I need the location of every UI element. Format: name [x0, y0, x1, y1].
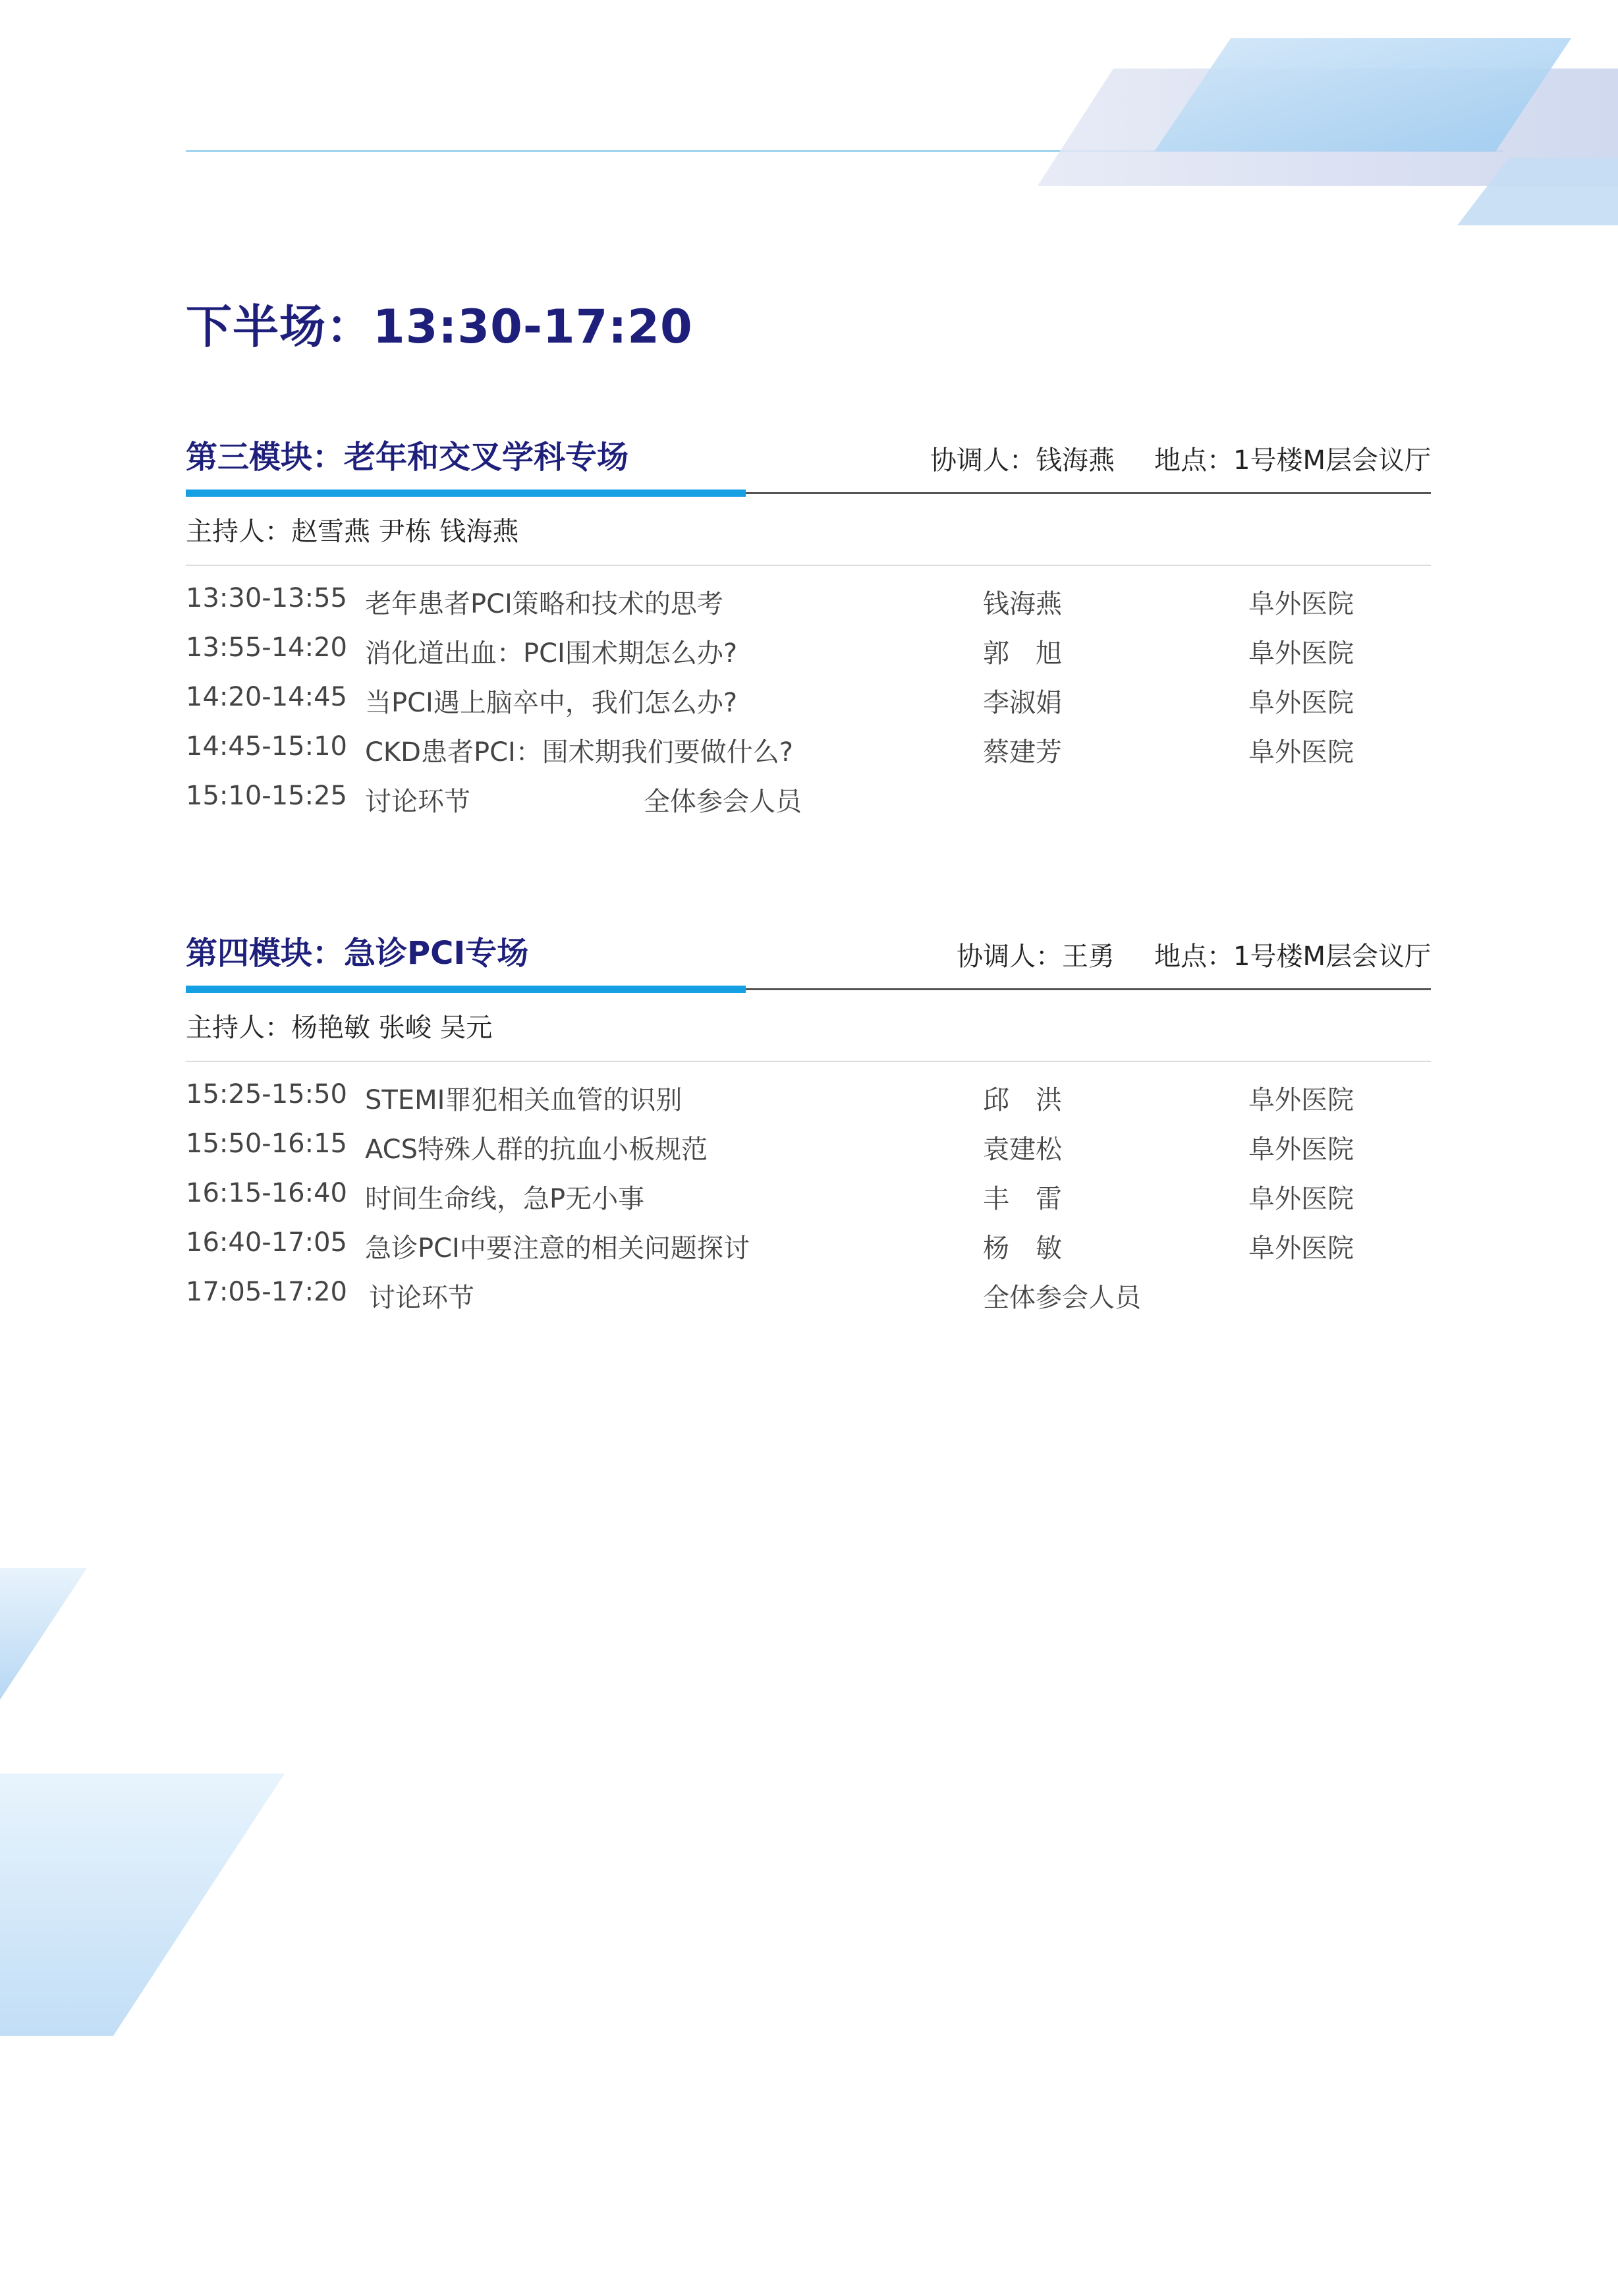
coordinator: 协调人：钱海燕	[930, 445, 1115, 476]
row-time: 13:30-13:55	[186, 583, 347, 613]
module-title: 第三模块：老年和交叉学科专场	[186, 439, 629, 476]
deco-shape-5	[0, 1774, 285, 2036]
header-rule	[186, 150, 1503, 152]
row-organization: 阜外医院	[1248, 737, 1354, 768]
row-time: 13:55-14:20	[186, 632, 347, 663]
discussion-row	[186, 1277, 1431, 1326]
hosts: 主持人：杨艳敏 张峻 吴元	[186, 1013, 493, 1043]
schedule-list	[186, 1079, 1431, 1326]
hosts-divider	[186, 565, 1431, 566]
header-accent-bar	[186, 490, 746, 497]
header-accent-bar	[186, 986, 746, 993]
row-topic: CKD患者PCI：围术期我们要做什么?	[365, 737, 794, 768]
module-four	[186, 928, 1431, 1313]
schedule-row	[186, 1227, 1431, 1277]
discussion-row	[186, 781, 1431, 830]
row-topic: 急诊PCI中要注意的相关问题探讨	[365, 1233, 750, 1264]
hosts-divider	[186, 1061, 1431, 1062]
row-speaker: 袁建松	[983, 1134, 1062, 1165]
row-speaker: 李淑娟	[983, 688, 1062, 718]
row-speaker: 丰 雷	[983, 1184, 1062, 1214]
row-topic: 讨论环节	[365, 787, 470, 817]
row-organization: 阜外医院	[1248, 1184, 1354, 1214]
row-speaker: 邱 洪	[983, 1085, 1062, 1115]
row-topic: 讨论环节	[369, 1283, 474, 1313]
row-speaker: 钱海燕	[983, 589, 1062, 619]
row-speaker: 蔡建芳	[983, 737, 1062, 768]
deco-shape-1	[1038, 69, 1618, 186]
row-time: 14:45-15:10	[186, 731, 347, 762]
module-three	[186, 432, 1431, 817]
module-meta	[930, 439, 1431, 477]
row-time: 15:10-15:25	[186, 781, 347, 811]
deco-shape-4	[0, 1568, 87, 1700]
schedule-row	[186, 1178, 1431, 1227]
module-header	[186, 928, 1431, 987]
schedule-row	[186, 682, 1431, 731]
row-organization: 阜外医院	[1248, 1085, 1354, 1115]
row-topic: STEMI罪犯相关血管的识别	[365, 1085, 683, 1115]
row-topic: ACS特殊人群的抗血小板规范	[365, 1134, 708, 1165]
row-organization: 阜外医院	[1248, 1134, 1354, 1165]
schedule-row	[186, 1129, 1431, 1178]
row-organization: 阜外医院	[1248, 688, 1354, 718]
schedule-row	[186, 1079, 1431, 1129]
row-time: 17:05-17:20	[186, 1277, 347, 1307]
deco-shape-3	[1457, 158, 1618, 225]
row-time: 15:50-16:15	[186, 1129, 347, 1159]
row-organization: 阜外医院	[1248, 638, 1354, 669]
hosts: 主持人：赵雪燕 尹栋 钱海燕	[186, 517, 519, 547]
row-time: 15:25-15:50	[186, 1079, 347, 1109]
schedule-row	[186, 632, 1431, 682]
row-organization: 阜外医院	[1248, 1233, 1354, 1264]
schedule-row	[186, 583, 1431, 632]
row-time: 14:20-14:45	[186, 682, 347, 712]
row-speaker: 全体参会人员	[983, 1283, 1141, 1313]
row-topic: 老年患者PCI策略和技术的思考	[365, 589, 723, 619]
location: 地点：1号楼M层会议厅	[1154, 941, 1431, 972]
module-header	[186, 432, 1431, 491]
module-meta	[957, 936, 1431, 973]
schedule-row	[186, 731, 1431, 781]
deco-shape-2	[1154, 38, 1571, 152]
row-topic: 消化道出血：PCI围术期怎么办?	[365, 638, 738, 669]
schedule-list	[186, 583, 1431, 830]
row-time: 16:15-16:40	[186, 1178, 347, 1208]
row-organization: 阜外医院	[1248, 589, 1354, 619]
row-topic: 当PCI遇上脑卒中，我们怎么办?	[365, 688, 738, 718]
row-speaker: 郭 旭	[983, 638, 1062, 669]
coordinator: 协调人：王勇	[957, 941, 1115, 972]
row-topic: 时间生命线，急P无小事	[365, 1184, 645, 1214]
module-title: 第四模块：急诊PCI专场	[186, 935, 529, 972]
session-title: 下半场：13:30-17:20	[186, 300, 693, 354]
location: 地点：1号楼M层会议厅	[1154, 445, 1431, 476]
row-time: 16:40-17:05	[186, 1227, 347, 1258]
row-speaker: 杨 敏	[983, 1233, 1062, 1264]
row-speaker: 全体参会人员	[644, 787, 802, 817]
